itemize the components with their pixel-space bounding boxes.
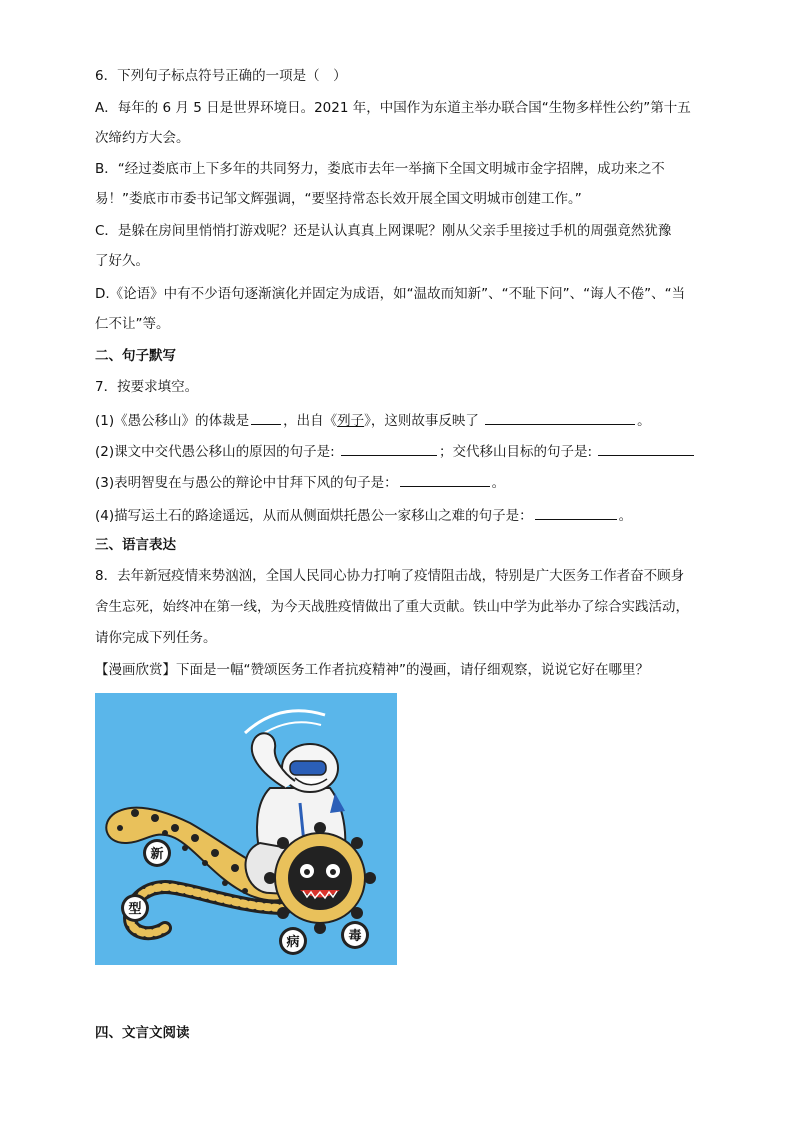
virus-label-du: 毒 [348, 929, 362, 944]
virus-particle-xing [121, 894, 149, 922]
q7-stem: 7．按要求填空。 [95, 379, 199, 395]
q6-option-b-line1: B．“经过娄底市上下多年的共同努力，娄底市去年一举摘下全国文明城市金字招牌，成功来之不 [95, 161, 665, 177]
anti-epidemic-cartoon [95, 693, 397, 965]
goggles-icon [290, 761, 326, 775]
blank-distance[interactable] [535, 505, 617, 520]
virus-particle-xin [143, 839, 171, 867]
q7-item1 [95, 410, 651, 431]
virus-label-bing: 病 [286, 935, 300, 950]
q7-item1-book: 列子 [337, 413, 365, 429]
q6-option-c-line1: C．是躲在房间里悄悄打游戏呢？还是认认真真上网课呢？刚从父亲手里接过手机的周强竟然犹豫 [95, 223, 672, 239]
q7-item4-text-a: (4)描写运土石的路途遥远，从而从侧面烘托愚公一家移山之难的句子是： [95, 508, 533, 524]
blank-goal[interactable] [598, 441, 694, 456]
virus-label-xin: 新 [150, 847, 164, 862]
q6-option-b-line2: 易！”娄底市市委书记邹文辉强调，“要坚持常态长效开展全国文明城市创建工作。” [95, 191, 582, 207]
blank-zhisou[interactable] [400, 472, 490, 487]
section-heading-3: 三、语言表达 [95, 537, 176, 553]
q7-item4 [95, 505, 632, 526]
q6-option-c-line2: 了好久。 [95, 253, 149, 269]
blank-genre[interactable] [251, 410, 281, 425]
section-heading-2: 二、句子默写 [95, 348, 176, 364]
section-heading-4: 四、文言文阅读 [95, 1025, 190, 1041]
q8-line3: 请你完成下列任务。 [95, 630, 217, 646]
q7-item4-text-b: 。 [618, 508, 633, 524]
q8-line2: 舍生忘死，始终冲在第一线，为今天战胜疫情做出了重大贡献。铁山中学为此举办了综合实践活动， [95, 599, 689, 615]
q7-item1-text-a: (1)《愚公移山》的体裁是 [95, 413, 250, 429]
virus-particle-du [341, 921, 369, 949]
q7-item3-text-b: 。 [491, 475, 506, 491]
virus-label-xing: 型 [128, 902, 142, 917]
q6-option-d-line2: 仁不让”等。 [95, 316, 170, 332]
cartoon-drawing [95, 693, 397, 965]
q8-cartoon-prompt: 【漫画欣赏】下面是一幅“赞颂医务工作者抗疫精神”的漫画，请仔细观察，说说它好在哪里？ [95, 662, 649, 678]
q7-item2-text-b: ；交代移山目标的句子是: [438, 444, 593, 460]
q7-item2 [95, 441, 696, 462]
q7-item1-text-c: 》，这则故事反映了 [364, 413, 479, 429]
q6-option-a-line1: A．每年的 6 月 5 日是世界环境日。2021 年，中国作为东道主举办联合国“生物多样性公约”第十五 [95, 100, 691, 116]
motion-arc [245, 711, 325, 733]
virus-head [264, 822, 376, 934]
blank-reason[interactable] [341, 441, 437, 456]
q6-option-d-line1: D.《论语》中有不少语句逐渐演化并固定为成语，如“温故而知新”、“不耻下问”、“诲人不倦”、“当 [95, 286, 686, 302]
q7-item3 [95, 472, 505, 493]
q7-item1-text-d: 。 [637, 413, 651, 429]
q6-stem: 6．下列句子标点符号正确的一项是（ ） [95, 68, 347, 84]
q7-item1-text-b: ，出自《 [283, 413, 338, 429]
q7-item3-text-a: (3)表明智叟在与愚公的辩论中甘拜下风的句子是： [95, 475, 398, 491]
q7-item2-text-a: (2)课文中交代愚公移山的原因的句子是: [95, 444, 335, 460]
virus-particle-bing [279, 927, 307, 955]
blank-theme[interactable] [485, 410, 635, 425]
q6-option-a-line2: 次缔约方大会。 [95, 130, 190, 146]
q8-line1: 8．去年新冠疫情来势汹汹，全国人民同心协力打响了疫情阻击战，特别是广大医务工作者奋不顾身 [95, 568, 685, 584]
